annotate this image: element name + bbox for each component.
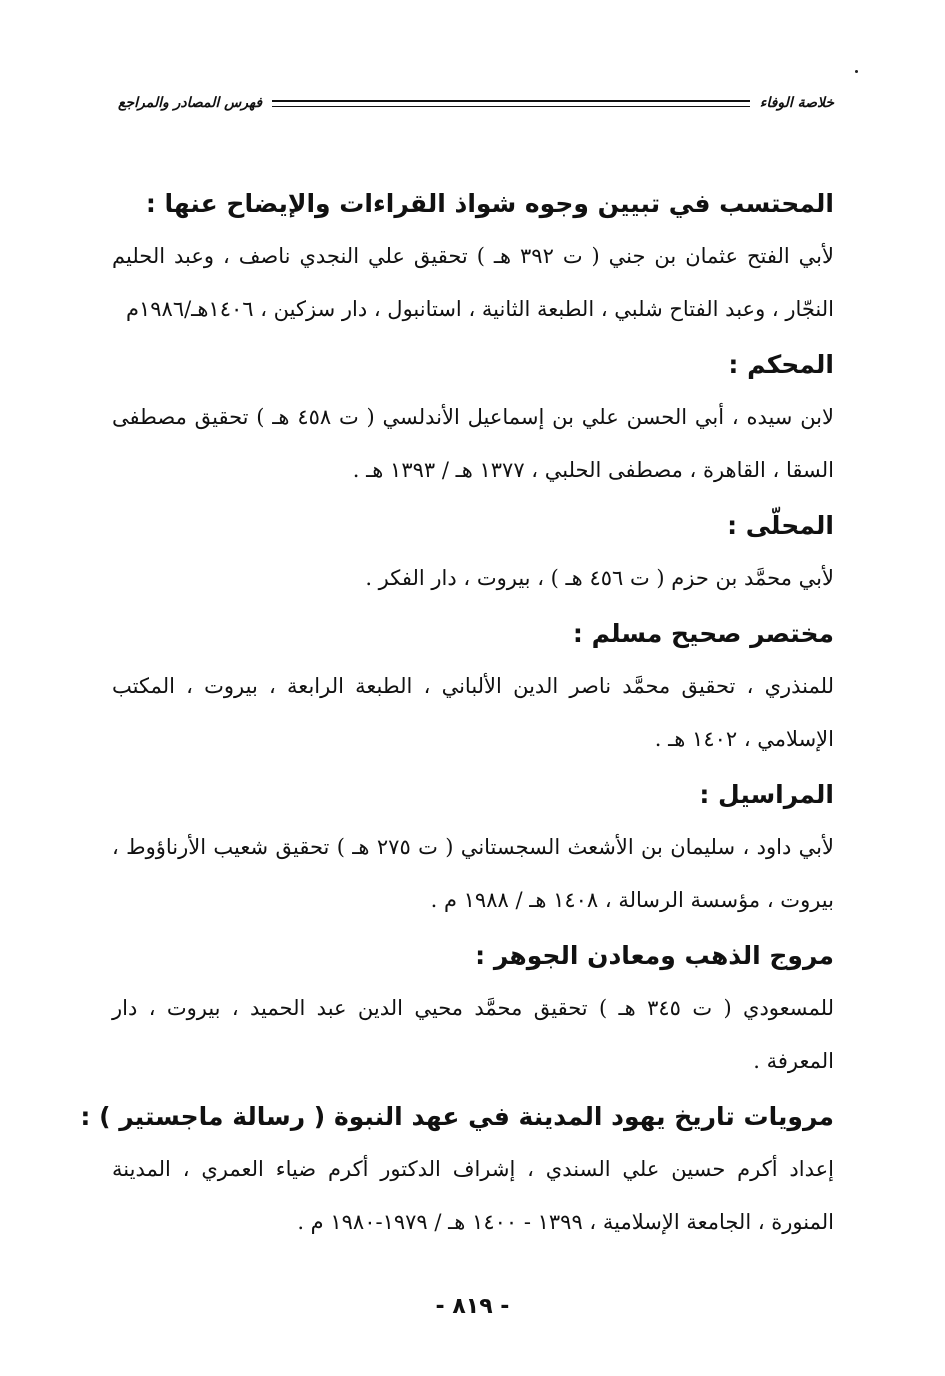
bibliography-entry — [112, 608, 834, 766]
entry-title: المحتسب في تبيين وجوه شواذ القراءات والإيضاح عنها : — [145, 189, 834, 218]
running-header — [118, 88, 834, 118]
running-header-section-title: فهرس المصادر والمراجع — [118, 95, 263, 111]
bibliography-entry — [80, 1091, 834, 1249]
bibliography-entry — [112, 769, 834, 927]
entry-body: لأبي الفتح عثمان بن جني ( ت ٣٩٢ هـ ) تحقيق علي النجدي ناصف ، وعبد الحليم النجّار ، وعبد الفتاح شلبي ، الطبعة الثانية ، استانبول ، دار سزكين ، ١٤٠٦هـ/١٩٨٦م — [112, 244, 834, 321]
entry-body: لأبي داود ، سليمان بن الأشعث السجستاني ( ت ٢٧٥ هـ ) تحقيق شعيب الأرناؤوط ، بيروت ، مؤسسة الرسالة ، ١٤٠٨ هـ / ١٩٨٨ م . — [112, 835, 834, 912]
bibliography-entry — [112, 930, 834, 1088]
entry-body: إعداد أكرم حسين علي السندي ، إشراف الدكتور أكرم ضياء العمري ، المدينة المنورة ، الجامعة الإسلامية ، ١٣٩٩ - ١٤٠٠ هـ / ١٩٧٩-١٩٨٠ م . — [112, 1157, 834, 1234]
entry-body: لابن سيده ، أبي الحسن علي بن إسماعيل الأندلسي ( ت ٤٥٨ هـ ) تحقيق مصطفى السقا ، القاهرة ، مصطفى الحلبي ، ١٣٧٧ هـ / ١٣٩٣ هـ . — [112, 405, 835, 482]
entry-title: المراسيل : — [699, 780, 834, 809]
entry-title: المحكم : — [728, 350, 834, 379]
running-header-book-title: خلاصة الوفاء — [759, 95, 834, 111]
bibliography-entry — [112, 339, 834, 497]
entry-title: مروج الذهب ومعادن الجوهر : — [475, 941, 834, 970]
page-number: - ٨١٩ - — [435, 1294, 510, 1319]
bibliography-entry — [112, 500, 834, 605]
entry-title: المحلّى : — [727, 511, 834, 540]
bibliography-list — [80, 178, 835, 1249]
running-header-rule — [272, 100, 750, 107]
bibliography-entry — [112, 178, 834, 336]
entry-body: لأبي محمَّد بن حزم ( ت ٤٥٦ هـ ) ، بيروت ، دار الفكر . — [365, 566, 834, 590]
entry-title: مختصر صحيح مسلم : — [572, 619, 834, 648]
entry-body: للمسعودي ( ت ٣٤٥ هـ ) تحقيق محمَّد محيي الدين عبد الحميد ، بيروت ، دار المعرفة . — [112, 996, 835, 1073]
scan-speck — [855, 70, 858, 73]
entry-title: مرويات تاريخ يهود المدينة في عهد النبوة ( رسالة ماجستير ) : — [80, 1102, 834, 1131]
entry-body: للمنذري ، تحقيق محمَّد ناصر الدين الألباني ، الطبعة الرابعة ، بيروت ، المكتب الإسلامي ، ١٤٠٢ هـ . — [112, 674, 834, 751]
